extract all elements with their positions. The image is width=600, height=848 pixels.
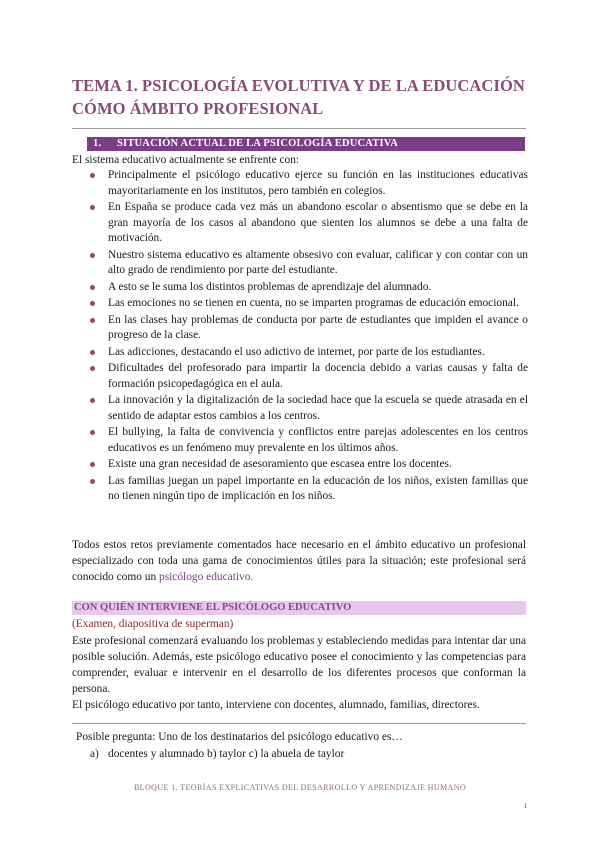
list-item-text: Las emociones no se tienen en cuenta, no se imparten programas de educación emocional. (108, 297, 519, 309)
list-item-text: Dificultades del profesorado para impartir la docencia debido a varias causas y falta de formación psicopedagógica en el aula. (108, 362, 528, 390)
answer-options: docentes y alumnado b) taylor c) la abuela de taylor (108, 748, 345, 760)
list-item (88, 168, 528, 199)
bullet-icon (90, 205, 95, 210)
page-title: TEMA 1. PSICOLOGÍA EVOLUTIVA Y DE LA EDUCACIÓN CÓMO ÁMBITO PROFESIONAL (72, 76, 525, 118)
section2-paragraph: Este profesional comenzará evaluando los problemas y estableciendo medidas para intentar dar una posible solución. Además, este psicólogo educativo posee el conocimiento y las competencias para comprender, evaluar e intervenir en el desarrollo de los diferentes procesos que conforman la persona. (72, 635, 526, 695)
summary-highlight: psicólogo educativo. (159, 571, 254, 583)
list-item-text: Existe una gran necesidad de asesoramiento que escasea entre los docentes. (108, 458, 452, 470)
list-item (88, 361, 528, 392)
summary-paragraph (72, 537, 526, 585)
bullet-icon (90, 318, 95, 323)
bullet-icon (90, 285, 95, 290)
list-item (88, 474, 528, 505)
list-item-text: Nuestro sistema educativo es altamente obsesivo con evaluar, calificar y con contar con un alto grado de rendimiento por parte del estudiante. (108, 248, 528, 276)
list-item-text: La innovación y la digitalización de la sociedad hace que la escuela se quede atrasada en el sentido de adaptar estos cambios a los centros. (108, 394, 528, 422)
bullet-icon (90, 366, 95, 371)
intro-text: El sistema educativo actualmente se enfrente con: (72, 154, 300, 166)
bullet-icon (90, 253, 95, 258)
bullet-icon (90, 398, 95, 403)
bullet-icon (90, 301, 95, 306)
exam-note: (Examen, diapositiva de superman) (72, 618, 234, 630)
bullet-icon (90, 462, 95, 467)
list-item-text: El bullying, la falta de convivencia y conflictos entre parejas adolescentes en los centros educativos es un fenómeno muy prevalente en los últimos años. (108, 426, 528, 454)
section2-heading-bar (72, 601, 526, 615)
list-item-text: Las adicciones, destacando el uso adictivo de internet, por parte de los estudiantes. (108, 345, 485, 358)
list-item-text: Principalmente el psicólogo educativo ejerce su función en las instituciones educativas mayoritariamente en los institutos, pero también en colegios. (108, 169, 528, 197)
section-heading: SITUACIÓN ACTUAL DE LA PSICOLOGÍA EDUCATIVA (117, 138, 398, 149)
list-item-text: En España se produce cada vez más un abandono escolar o absentismo que se debe en la gran mayoría de los casos al abandono que sienten los alumnos se debe a una falta de motivación. (108, 201, 528, 244)
challenges-list (88, 168, 528, 506)
page-number: 1 (523, 802, 527, 810)
summary-text: Todos estos retos previamente comentados hace necesario en el ámbito educativo un profesional especializado con toda una gama de conocimientos útiles para la situación; este profesional será conocido como un (72, 539, 526, 583)
section2-heading: CON QUIÉN INTERVIENE EL PSICÓLOGO EDUCATIVO (74, 602, 352, 613)
list-item-text: En las clases hay problemas de conducta por parte de estudiantes que impiden el avance o progreso de la clase. (108, 313, 528, 341)
bullet-icon (90, 350, 95, 355)
question-prompt: Posible pregunta: Uno de los destinatarios del psicólogo educativo es… (76, 731, 403, 743)
section-heading-bar (87, 137, 525, 151)
list-item (88, 393, 528, 424)
bullet-icon (90, 430, 95, 435)
bullet-icon (90, 173, 95, 178)
list-item (88, 345, 528, 361)
list-item (88, 457, 528, 473)
question-divider (72, 723, 526, 724)
section-number: 1. (93, 138, 102, 149)
list-item (88, 425, 528, 456)
list-item (88, 248, 528, 279)
title-divider (72, 128, 526, 129)
list-item (88, 313, 528, 344)
list-item (88, 280, 528, 296)
list-item-text: A esto se le suma los distintos problemas de aprendizaje del alumnado. (108, 280, 432, 293)
list-item (88, 296, 528, 312)
list-item-text: Las familias juegan un papel importante en la educación de los niños, existen familias que no tienen ningún tipo de implicación en los niños. (108, 474, 528, 502)
page-footer: BLOQUE 1. TEORÍAS EXPLICATIVAS DEL DESARROLLO Y APRENDIZAJE HUMANO (133, 783, 467, 792)
answer-letter: a) (90, 748, 99, 760)
section2-conclusion: El psicólogo educativo por tanto, interviene con docentes, alumnado, familias, directores. (72, 699, 480, 711)
list-item (88, 200, 528, 247)
question-answers (90, 747, 344, 762)
bullet-icon (90, 479, 95, 484)
